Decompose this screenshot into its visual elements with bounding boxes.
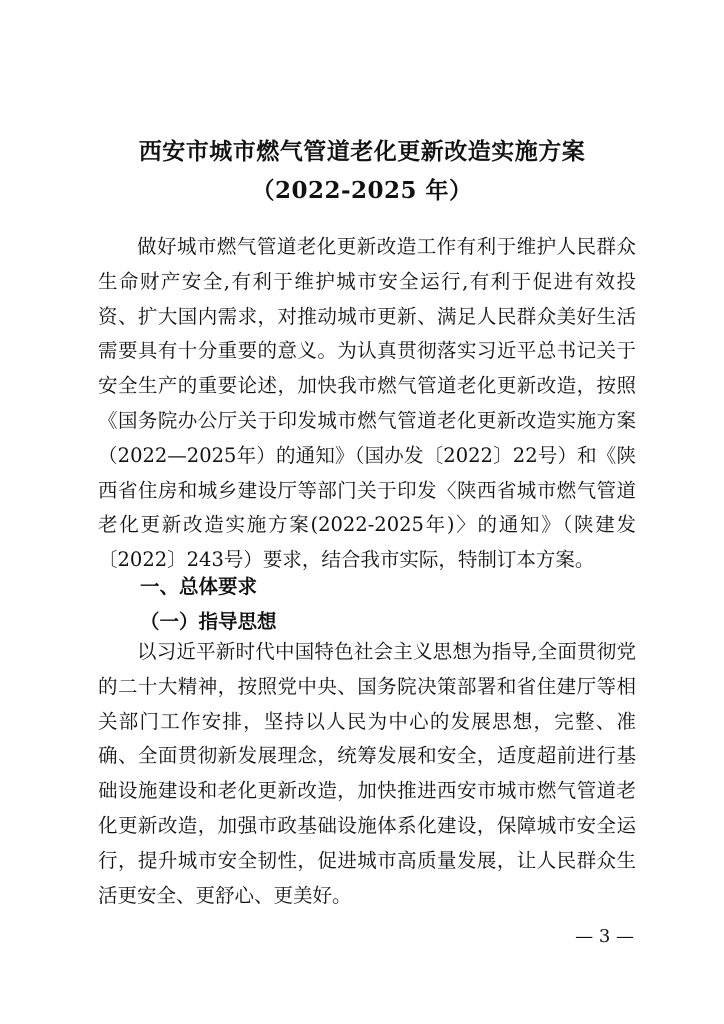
document-title: 西安市城市燃气管道老化更新改造实施方案 xyxy=(138,138,586,165)
subsection-heading-guiding-ideology: （一）指导思想 xyxy=(140,610,277,633)
page-number: — 3 — xyxy=(575,926,634,947)
intro-section xyxy=(98,230,636,578)
section-heading-general-requirements: 一、总体要求 xyxy=(140,575,258,598)
intro-paragraph: 做好城市燃气管道老化更新改造工作有利于维护人民群众生命财产安全,有利于维护城市安全运行,有利于促进有效投资、扩大国内需求，对推动城市更新、满足人民群众美好生活需要具有十分重要的意义。为认真贯彻落实习近平总书记关于安全生产的重要论述，加快我市燃气管道老化更新改造，按照《国务院办公厅关于印发城市燃气管道老化更新改造实施方案（2022—2025年）的通知》（国办发〔2022〕22号）和《陕西省住房和城乡建设厅等部门关于印发〈陕西省城市燃气管道老化更新改造实施方案(2022-2025年)〉的通知》（陕建发〔2022〕243号）要求，结合我市实际，特制订本方案。 xyxy=(98,235,636,572)
guiding-section xyxy=(98,635,636,913)
guiding-paragraph: 以习近平新时代中国特色社会主义思想为指导,全面贯彻党的二十大精神，按照党中央、国务院决策部署和省住建厅等相关部门工作安排，坚持以人民为中心的发展思想，完整、准确、全面贯彻新发展理念，统筹发展和安全，适度超前进行基础设施建设和老化更新改造，加快推进西安市城市燃气管道老化更新改造，加强市政基础设施体系化建设，保障城市安全运行，提升城市安全韧性，促进城市高质量发展，让人民群众生活更安全、更舒心、更美好。 xyxy=(98,640,636,907)
document-subtitle-years: （2022-2025 年） xyxy=(251,177,473,204)
